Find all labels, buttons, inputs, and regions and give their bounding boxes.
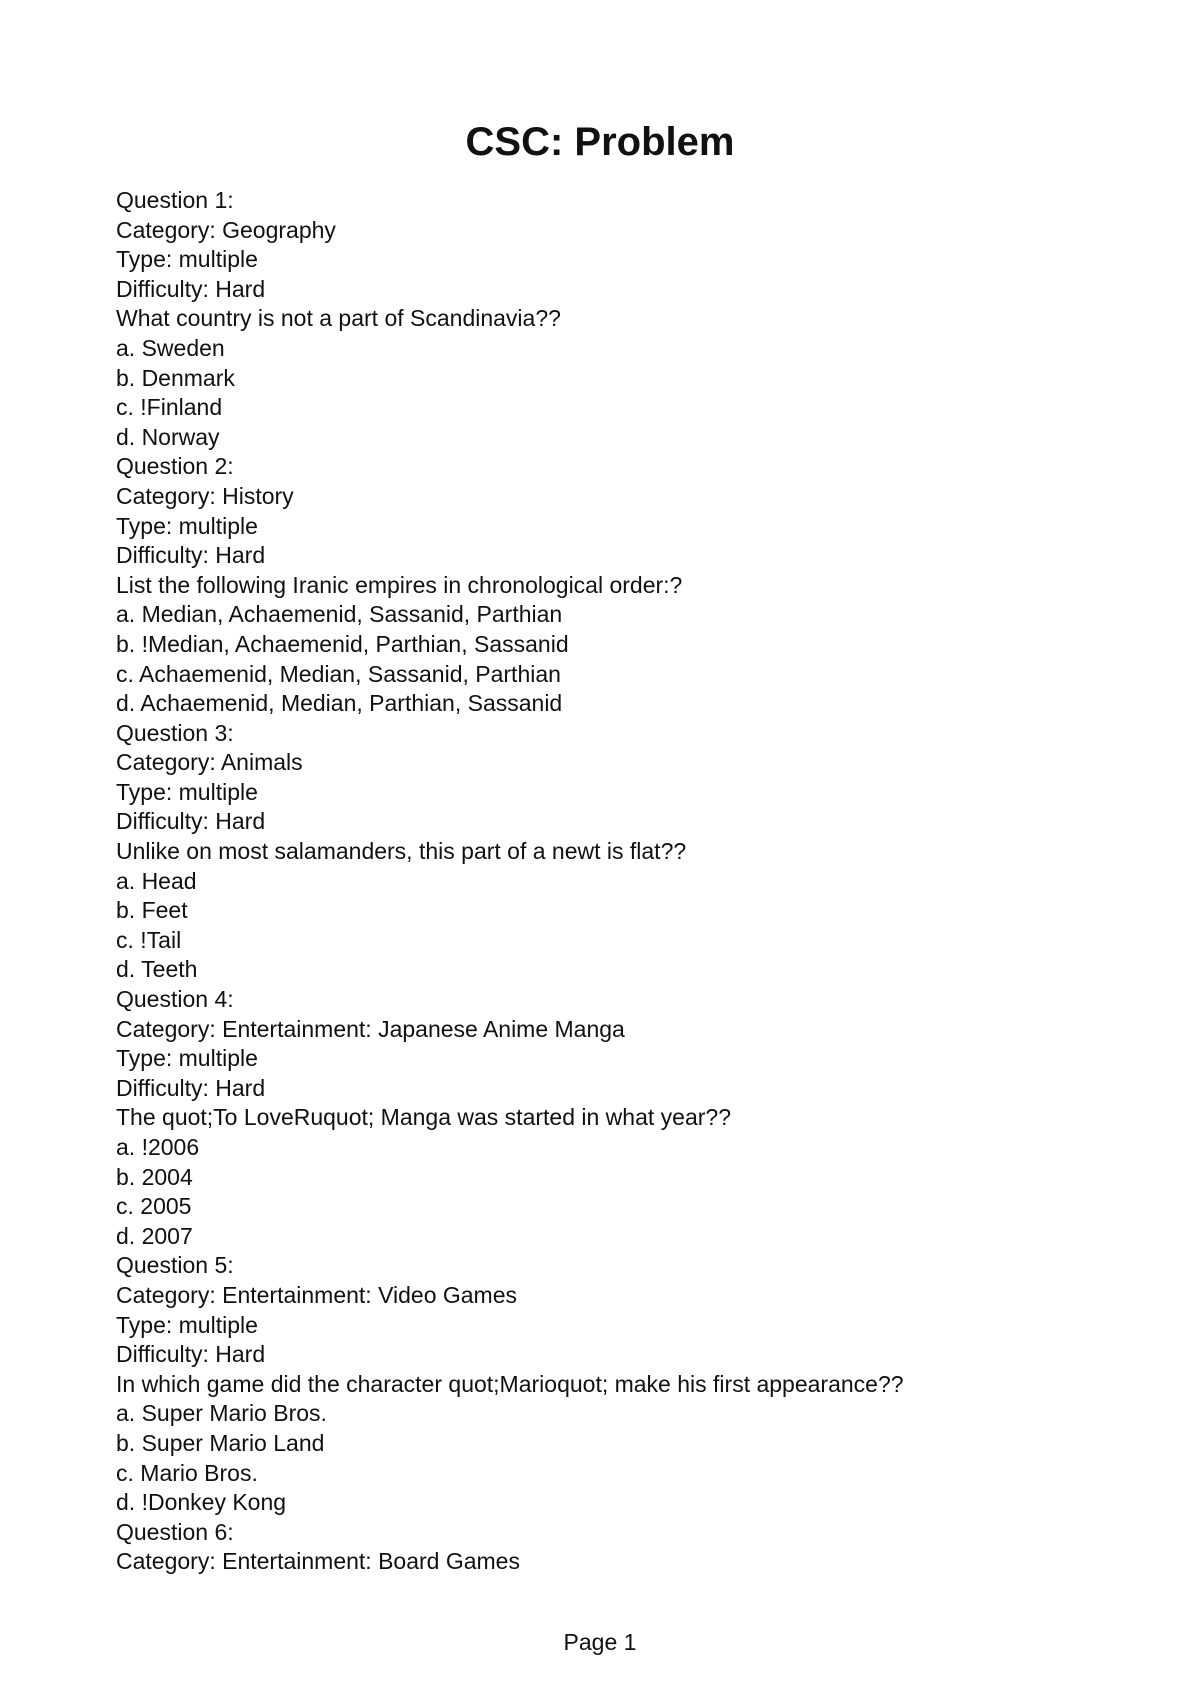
question-difficulty: Difficulty: Hard: [116, 1341, 266, 1368]
answer-option: d. !Donkey Kong: [116, 1489, 287, 1516]
question-type: Type: multiple: [116, 512, 258, 539]
answer-option: c. 2005: [116, 1193, 192, 1220]
question-type: Type: multiple: [116, 1311, 258, 1338]
question-heading: Question 5:: [116, 1252, 234, 1279]
question-category: Category: History: [116, 482, 294, 509]
question-type: Type: multiple: [116, 778, 258, 805]
answer-option: a. !2006: [116, 1134, 200, 1160]
question-heading: Question 3:: [116, 719, 234, 746]
answer-option: c. !Tail: [116, 926, 182, 953]
question-type: Type: multiple: [116, 1045, 258, 1072]
question-type: Type: multiple: [116, 246, 258, 273]
answer-option: c. Achaemenid, Median, Sassanid, Parthian: [116, 660, 561, 687]
question-heading: Question 2:: [116, 453, 234, 480]
question-list: [116, 186, 1116, 1577]
answer-option: b. Denmark: [116, 364, 235, 391]
question-prompt: Unlike on most salamanders, this part of a newt is flat??: [116, 838, 687, 865]
question-prompt: In which game did the character quot;Marioquot; make his first appearance??: [116, 1370, 904, 1397]
answer-option: d. Achaemenid, Median, Parthian, Sassanid: [116, 690, 563, 717]
question-category: Category: Entertainment: Video Games: [116, 1281, 518, 1308]
answer-option: c. Mario Bros.: [116, 1459, 258, 1486]
answer-option: a. Super Mario Bros.: [116, 1400, 327, 1427]
question-difficulty: Difficulty: Hard: [116, 542, 266, 569]
question-heading: Question 1:: [116, 187, 234, 213]
answer-option: b. Feet: [116, 897, 188, 924]
answer-option: a. Head: [116, 867, 197, 894]
answer-option: b. !Median, Achaemenid, Parthian, Sassanid: [116, 630, 569, 657]
answer-option: a. Median, Achaemenid, Sassanid, Parthian: [116, 601, 563, 628]
question-category: Category: Animals: [116, 749, 303, 776]
question-difficulty: Difficulty: Hard: [116, 275, 266, 302]
question-heading: Question 6:: [116, 1518, 234, 1545]
answer-option: d. 2007: [116, 1222, 193, 1249]
answer-option: d. Norway: [116, 423, 220, 450]
answer-option: d. Teeth: [116, 956, 198, 983]
question-category: Category: Geography: [116, 216, 336, 243]
answer-option: c. !Finland: [116, 394, 223, 421]
page-number: Page 1: [563, 1629, 637, 1655]
question-heading: Question 4:: [116, 986, 234, 1013]
question-category: Category: Entertainment: Japanese Anime Manga: [116, 1015, 625, 1042]
answer-option: b. 2004: [116, 1163, 193, 1190]
question-prompt: List the following Iranic empires in chronological order:?: [116, 571, 683, 598]
question-category: Category: Entertainment: Board Games: [116, 1548, 520, 1575]
answer-option: b. Super Mario Land: [116, 1429, 325, 1456]
question-prompt: What country is not a part of Scandinavia??: [116, 305, 561, 332]
question-prompt: The quot;To LoveRuquot; Manga was started in what year??: [116, 1104, 731, 1131]
question-difficulty: Difficulty: Hard: [116, 808, 266, 835]
question-difficulty: Difficulty: Hard: [116, 1074, 266, 1101]
page-title: CSC: Problem: [465, 120, 735, 164]
answer-option: a. Sweden: [116, 334, 225, 361]
